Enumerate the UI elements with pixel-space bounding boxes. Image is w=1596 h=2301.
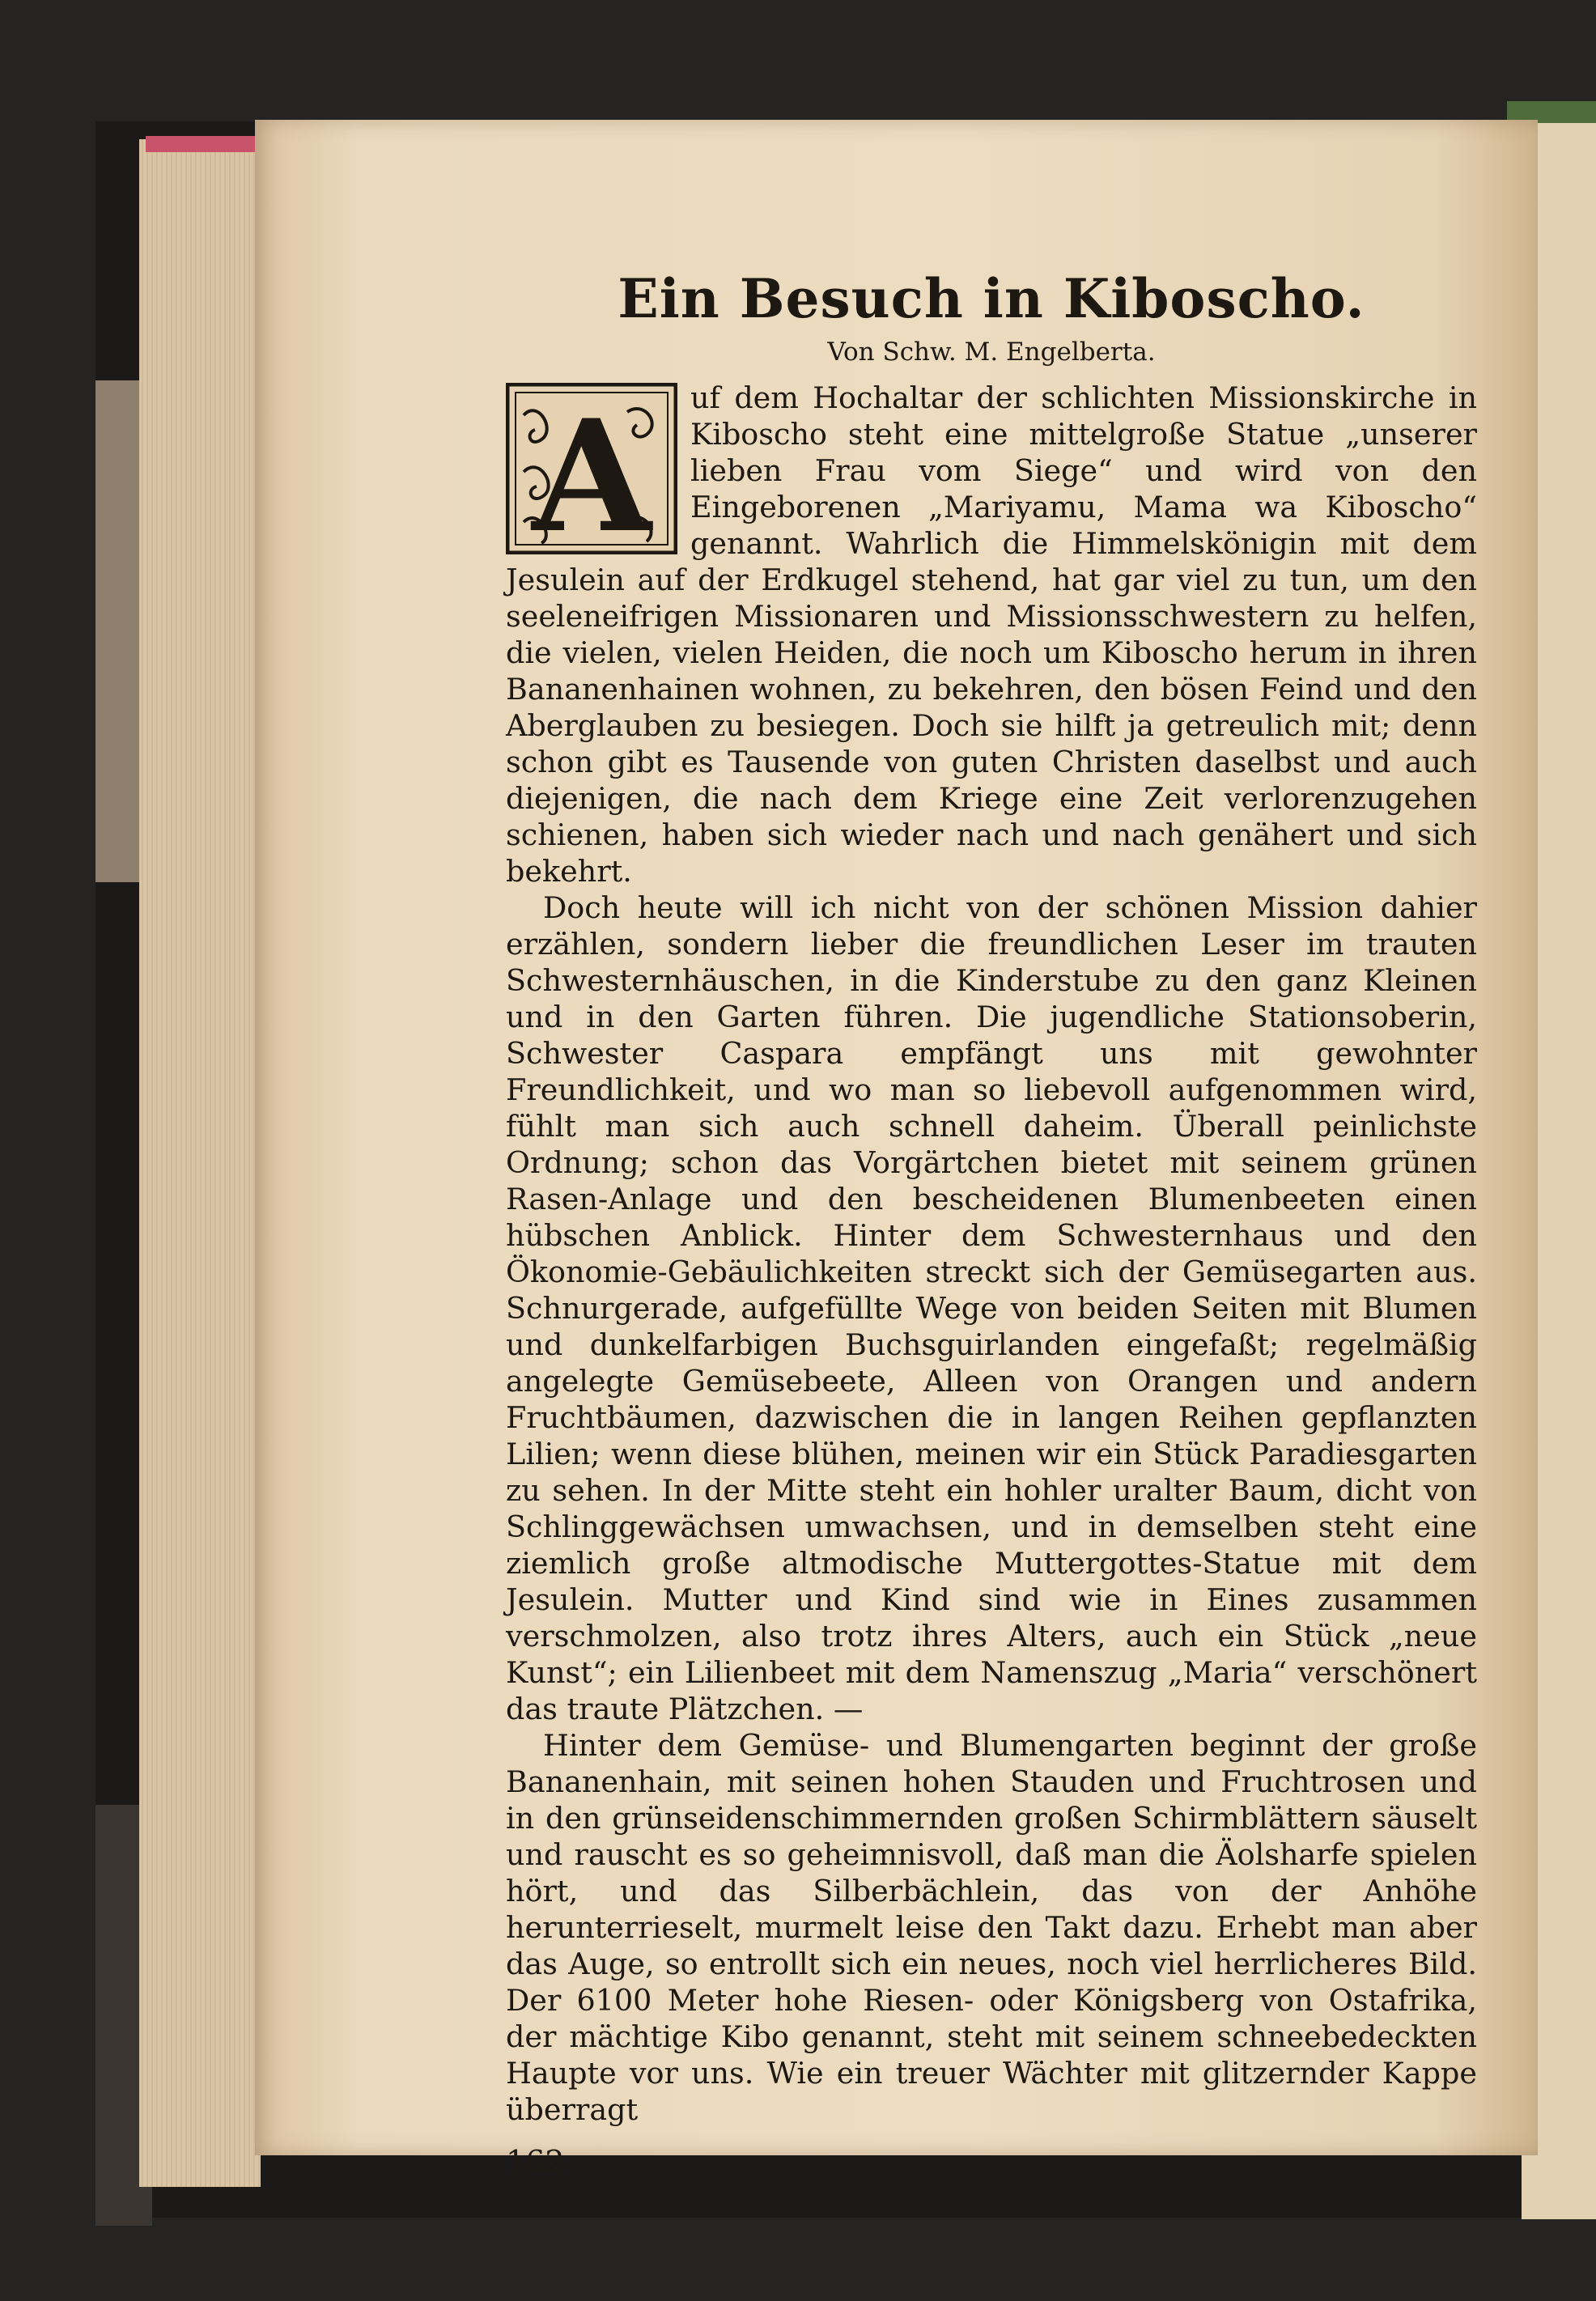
- red-page-edge: [146, 136, 259, 152]
- page-number: 162: [506, 2143, 565, 2180]
- paragraph-1: [506, 380, 1477, 889]
- page-edges: [139, 139, 261, 2187]
- ornamental-drop-cap: [506, 383, 677, 554]
- article-title: Ein Besuch in Kiboscho.: [618, 267, 1365, 330]
- book-page: [255, 120, 1538, 2180]
- drop-cap-letter: A: [532, 385, 652, 554]
- article-byline: Von Schw. M. Engelberta.: [827, 337, 1156, 367]
- paragraph-2: Doch heute will ich nicht von der schönen Mission dahier erzählen, sondern lieber die freundlichen Leser im trauten Schwesternhäuschen, in die Kinderstube zu den ganz Kleinen und in den Garten führen. Die jugendliche Stationsoberin, Schwester Caspara empfängt uns mit gewohnter Freundlichkeit, und wo man so liebevoll aufgenommen wird, fühlt man sich auch schnell daheim. Überall peinlichste Ordnung; schon das Vorgärtchen bietet mit seinem grünen Rasen-Anlage und den bescheidenen Blumenbeeten einen hübschen Anblick. Hinter dem Schwesternhaus und den Ökonomie-Gebäulichkeiten streckt sich der Gemüsegarten aus. Schnurgerade, aufgefüllte Wege von beiden Seiten mit Blumen und dunkelfarbigen Buchsguirlanden eingefaßt; regelmäßig angelegte Gemüsebeete, Alleen von Orangen und andern Fruchtbäumen, dazwischen die in langen Reihen gepflanzten Lilien; wenn diese blühen, meinen wir ein Stück Paradiesgarten zu sehen. In der Mitte steht ein hohler uralter Baum, dicht von Schlinggewächsen umwachsen, und in demselben steht eine ziemlich große altmodische Muttergottes-Statue mit dem Jesulein. Mutter und Kind sind wie in Eines zusammen verschmolzen, also trotz ihres Alters, auch ein Stück „neue Kunst“; ein Lilienbeet mit dem Namenszug „Maria“ verschönert das traute Plätzchen. —: [506, 889, 1477, 1726]
- paragraph-3: Hinter dem Gemüse- und Blumengarten beginnt der große Bananenhain, mit seinen hohen Stauden und Fruchtrosen und in den grünseidenschimmernden großen Schirmblättern säuselt und rauscht es so geheimnisvoll, daß man die Äolsharfe spielen hört, und das Silberbächlein, das von der Anhöhe herunterrieselt, murmelt leise den Takt dazu. Erhebt man aber das Auge, so entrollt sich ein neues, noch viel herrlicheres Bild. Der 6100 Meter hohe Riesen- oder Königsberg von Ostafrika, der mächtige Kibo genannt, steht mit seinem schneebedeckten Haupte vor uns. Wie ein treuer Wächter mit glitzernder Kappe überragt: [506, 1727, 1477, 2127]
- page-content: [506, 265, 1477, 2180]
- article-body: [506, 380, 1477, 2128]
- paragraph-1-text: uf dem Hochaltar der schlichten Missionskirche in Kiboscho steht eine mittelgroße Statue „unserer lieben Frau vom Siege“ und wird von den Eingeborenen „Mariyamu, Mama wa Kiboscho“ genannt. Wahrlich die Himmelskönigin mit dem Jesulein auf der Erdkugel stehend, hat gar viel zu tun, um den seeleneifrigen Missionaren und Missionsschwestern zu helfen, die vielen, vielen Heiden, die noch um Kiboscho herum in ihren Bananenhainen wohnen, zu bekehren, den bösen Feind und den Aberglauben zu besiegen. Doch sie hilft ja getreulich mit; denn schon gibt es Tausende von guten Christen daselbst und auch diejenigen, die nach dem Kriege eine Zeit verlorenzugehen schienen, haben sich wieder nach und nach genähert und sich bekehrt.: [506, 380, 1477, 889]
